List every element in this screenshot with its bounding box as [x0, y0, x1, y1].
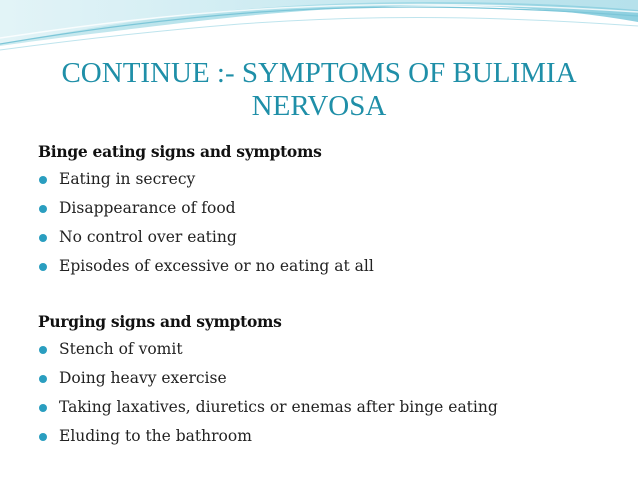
list-item-text: No control over eating: [59, 228, 237, 246]
section-heading: Binge eating signs and symptoms: [38, 142, 322, 161]
title-line-1: CONTINUE :- SYMPTOMS OF BULIMIA: [61, 57, 577, 89]
list-item: [38, 223, 628, 252]
list-item-text: Eluding to the bathroom: [59, 427, 252, 445]
list-item: [38, 165, 628, 194]
list-item: [38, 194, 628, 223]
list-item-text: Disappearance of food: [59, 199, 236, 217]
section-binge-eating: [38, 138, 628, 281]
slide-content: [38, 138, 628, 451]
section-purging: [38, 308, 628, 451]
bullet-dot-icon: [39, 205, 47, 213]
list-item: [38, 335, 628, 364]
bullet-list: [38, 335, 628, 451]
bullet-dot-icon: [39, 263, 47, 271]
list-item-text: Stench of vomit: [59, 340, 183, 358]
list-item: [38, 364, 628, 393]
bullet-dot-icon: [39, 404, 47, 412]
list-item-text: Taking laxatives, diuretics or enemas after binge eating: [59, 398, 498, 416]
bullet-dot-icon: [39, 176, 47, 184]
list-item: [38, 422, 628, 451]
section-heading: Purging signs and symptoms: [38, 312, 282, 331]
bullet-dot-icon: [39, 234, 47, 242]
list-item-text: Eating in secrecy: [59, 170, 196, 188]
bullet-dot-icon: [39, 375, 47, 383]
list-item: [38, 252, 628, 281]
list-item-text: Doing heavy exercise: [59, 369, 227, 387]
list-item: [38, 393, 628, 422]
title-line-2: NERVOSA: [251, 90, 387, 122]
wave-header-decoration: [0, 0, 638, 60]
bullet-dot-icon: [39, 346, 47, 354]
bullet-list: [38, 165, 628, 281]
section-spacer: [38, 281, 628, 308]
bullet-dot-icon: [39, 433, 47, 441]
slide-title: [20, 57, 618, 123]
list-item-text: Episodes of excessive or no eating at all: [59, 257, 374, 275]
